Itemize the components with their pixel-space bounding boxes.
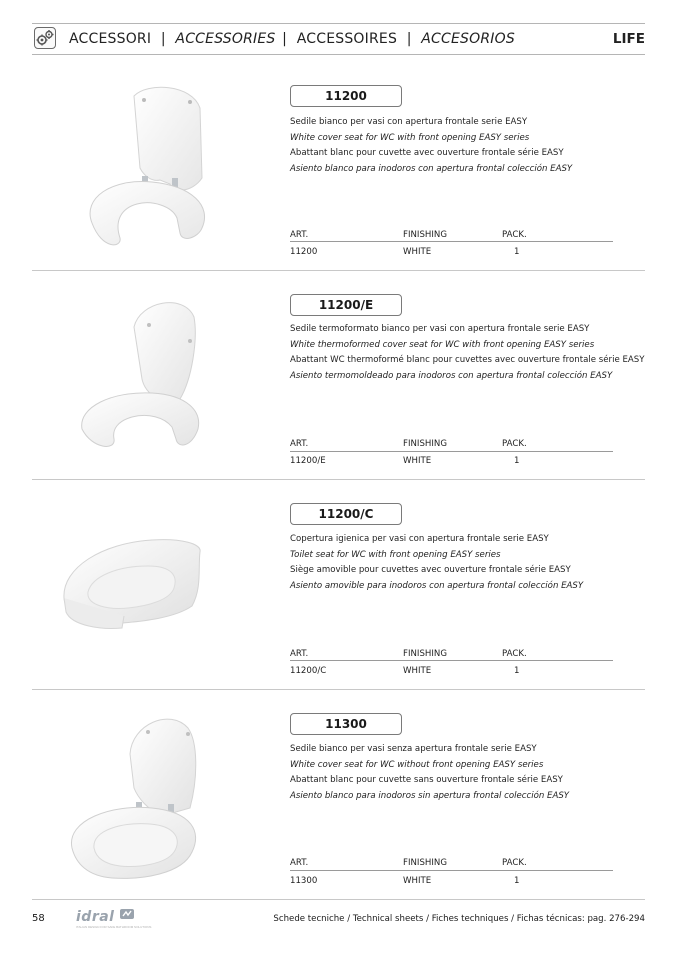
col-header-art: ART. bbox=[290, 230, 309, 240]
col-header-pack: PACK. bbox=[502, 858, 527, 868]
footer-rule bbox=[32, 899, 645, 900]
logo-tagline: ITALIAN DESIGN FOR SAFE BATHROOM SOLUTIONS bbox=[76, 925, 152, 929]
product-image-11200 bbox=[52, 68, 242, 258]
title-sep: | bbox=[160, 31, 166, 47]
technical-sheets-reference: Schede tecniche / Technical sheets / Fiches techniques / Fichas técnicas: pag. 276-294 bbox=[273, 914, 645, 924]
product-description bbox=[290, 532, 583, 594]
col-header-pack: PACK. bbox=[502, 439, 527, 449]
product-image-11300 bbox=[52, 698, 242, 888]
title-fr: ACCESSOIRES bbox=[296, 31, 398, 47]
col-header-finishing: FINISHING bbox=[403, 649, 447, 659]
table-rule bbox=[290, 241, 613, 242]
header-title bbox=[69, 31, 515, 47]
description-fr: Abattant blanc pour cuvette sans ouverture frontale série EASY bbox=[290, 775, 563, 786]
title-sep: | bbox=[406, 31, 412, 47]
cell-finishing: WHITE bbox=[403, 876, 432, 886]
product-section bbox=[32, 60, 645, 269]
page-number: 58 bbox=[32, 913, 45, 924]
description-fr: Abattant blanc pour cuvette avec ouverture frontale série EASY bbox=[290, 148, 564, 159]
logo-wordmark: idral bbox=[76, 909, 115, 925]
brand-logo bbox=[76, 908, 152, 929]
cell-pack: 1 bbox=[514, 247, 520, 257]
product-description bbox=[290, 322, 645, 384]
title-en: ACCESSORIES bbox=[175, 31, 276, 47]
cell-finishing: WHITE bbox=[403, 666, 432, 676]
product-image-11200-e bbox=[52, 279, 242, 469]
description-it: Sedile bianco per vasi senza apertura frontale serie EASY bbox=[290, 744, 537, 754]
cell-art: 11200/E bbox=[290, 456, 326, 466]
col-header-finishing: FINISHING bbox=[403, 439, 447, 449]
gears-icon bbox=[34, 27, 56, 49]
cell-pack: 1 bbox=[514, 876, 520, 886]
cell-finishing: WHITE bbox=[403, 456, 432, 466]
title-es: ACCESORIOS bbox=[421, 31, 515, 47]
description-fr: Abattant WC thermoformé blanc pour cuvettes avec ouverture frontale série EASY bbox=[290, 355, 645, 366]
description-es: Asiento termomoldeado para inodoros con apertura frontal colección EASY bbox=[290, 370, 613, 381]
col-header-finishing: FINISHING bbox=[403, 858, 447, 868]
header-bottom-rule bbox=[32, 54, 645, 55]
description-en: White cover seat for WC without front opening EASY series bbox=[290, 759, 544, 770]
col-header-pack: PACK. bbox=[502, 649, 527, 659]
title-it: ACCESSORI bbox=[69, 31, 152, 47]
description-en: White cover seat for WC with front opening EASY series bbox=[290, 132, 530, 143]
product-code: 11200/C bbox=[290, 503, 402, 525]
description-en: White thermoformed cover seat for WC with front opening EASY series bbox=[290, 339, 595, 350]
cell-art: 11200/C bbox=[290, 666, 327, 676]
product-section bbox=[32, 271, 645, 480]
product-code: 11200/E bbox=[290, 294, 402, 316]
cell-pack: 1 bbox=[514, 666, 520, 676]
page-header bbox=[32, 23, 645, 55]
table-rule bbox=[290, 451, 613, 452]
description-it: Copertura igienica per vasi con apertura frontale serie EASY bbox=[290, 534, 549, 544]
table-rule bbox=[290, 870, 613, 871]
description-es: Asiento blanco para inodoros con apertura frontal colección EASY bbox=[290, 163, 573, 174]
product-description bbox=[290, 115, 572, 177]
cell-art: 11200 bbox=[290, 247, 318, 257]
description-it: Sedile termoformato bianco per vasi con apertura frontale serie EASY bbox=[290, 324, 590, 334]
logo-mark-icon bbox=[119, 908, 135, 920]
product-description bbox=[290, 742, 569, 804]
series-name: LIFE bbox=[612, 31, 645, 47]
description-en: Toilet seat for WC with front opening EASY series bbox=[290, 549, 501, 560]
product-code: 11200 bbox=[290, 85, 402, 107]
product-section bbox=[32, 690, 645, 899]
product-image-11200-c bbox=[52, 488, 242, 678]
cell-finishing: WHITE bbox=[403, 247, 432, 257]
product-code: 11300 bbox=[290, 713, 402, 735]
cell-art: 11300 bbox=[290, 876, 318, 886]
description-es: Asiento amovible para inodoros con apertura frontal colección EASY bbox=[290, 580, 584, 591]
cell-pack: 1 bbox=[514, 456, 520, 466]
col-header-art: ART. bbox=[290, 858, 309, 868]
col-header-finishing: FINISHING bbox=[403, 230, 447, 240]
description-es: Asiento blanco para inodoros sin apertura frontal colección EASY bbox=[290, 790, 570, 801]
col-header-art: ART. bbox=[290, 439, 309, 449]
title-sep: | bbox=[282, 31, 288, 47]
description-it: Sedile bianco per vasi con apertura frontale serie EASY bbox=[290, 117, 528, 127]
header-top-rule bbox=[32, 23, 645, 24]
col-header-art: ART. bbox=[290, 649, 309, 659]
table-rule bbox=[290, 660, 613, 661]
description-fr: Siège amovible pour cuvettes avec ouverture frontale série EASY bbox=[290, 565, 571, 576]
col-header-pack: PACK. bbox=[502, 230, 527, 240]
product-section bbox=[32, 480, 645, 689]
